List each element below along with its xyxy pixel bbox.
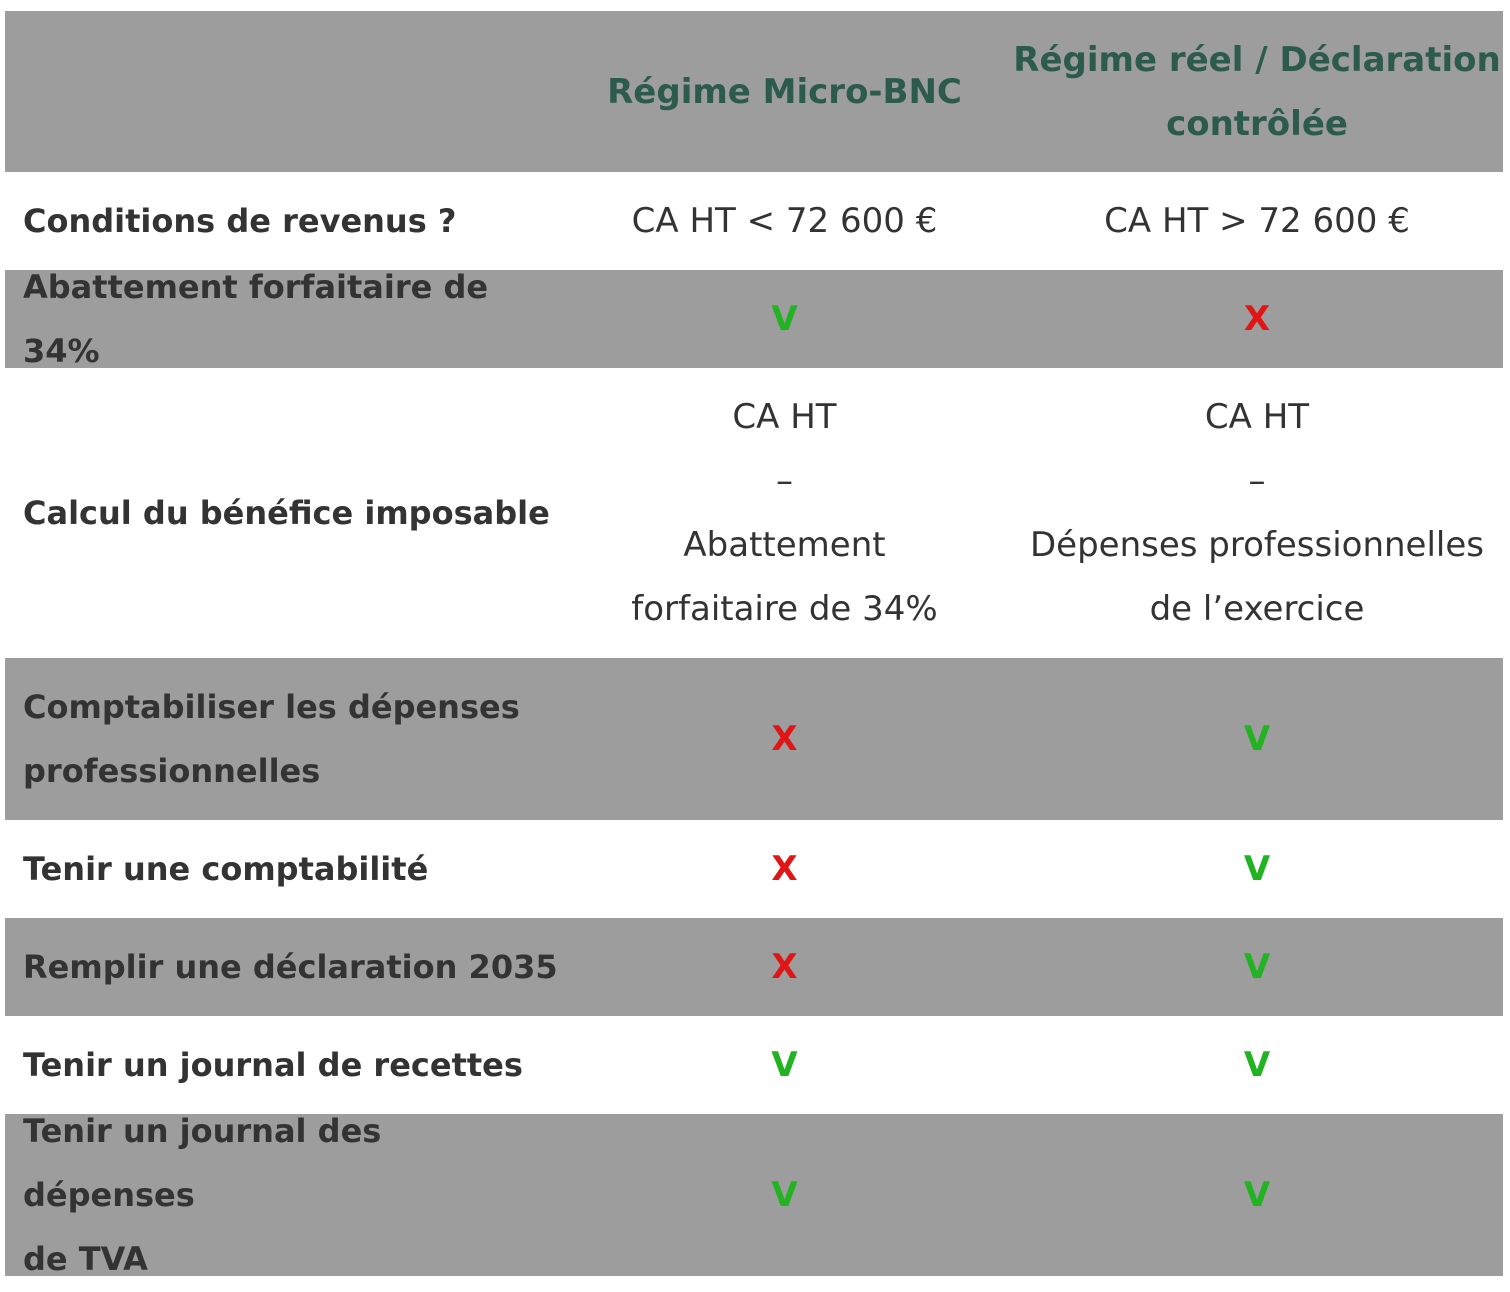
row-label: Abattement forfaitaire de 34%: [23, 268, 489, 370]
table-header-row: [5, 11, 1503, 172]
reel-yes-mark: V: [1243, 1045, 1271, 1085]
table-row: [5, 368, 1503, 658]
row-label: Tenir une comptabilité: [23, 850, 429, 888]
row-label-line: Tenir un journal des dépenses: [23, 1112, 382, 1214]
comparison-table: [5, 11, 1503, 1276]
micro-yes-mark: V: [771, 299, 798, 339]
row-label-line: de TVA: [23, 1240, 148, 1278]
micro-value: CA HT < 72 600 €: [631, 201, 938, 241]
header-regime-reel: [1011, 28, 1503, 156]
row-label: Tenir un journal de recettes: [23, 1046, 523, 1084]
micro-formula-line: CA HT: [732, 397, 837, 437]
micro-formula-line: –: [776, 461, 793, 501]
micro-no-mark: X: [771, 947, 798, 987]
reel-no-mark: X: [1243, 299, 1271, 339]
table-row: [5, 820, 1503, 918]
row-label-line: professionnelles: [23, 752, 321, 790]
micro-yes-mark: V: [771, 1045, 798, 1085]
row-label: [5, 675, 558, 803]
reel-formula-line: CA HT: [1204, 397, 1310, 437]
row-label-line: Comptabiliser les dépenses: [23, 688, 520, 726]
reel-formula-line: Dépenses professionnelles: [1029, 525, 1485, 565]
reel-yes-mark: V: [1243, 719, 1271, 759]
table-row: [5, 1114, 1503, 1276]
reel-yes-mark: V: [1243, 1175, 1271, 1215]
row-label: Conditions de revenus ?: [23, 202, 457, 240]
row-label: Calcul du bénéfice imposable: [23, 494, 550, 532]
reel-yes-mark: V: [1243, 947, 1271, 987]
micro-yes-mark: V: [771, 1175, 798, 1215]
micro-no-mark: X: [771, 849, 798, 889]
reel-value: CA HT > 72 600 €: [1104, 201, 1410, 241]
micro-no-mark: X: [771, 719, 798, 759]
micro-formula-line: forfaitaire de 34%: [631, 589, 938, 629]
table-row: [5, 658, 1503, 820]
row-label: Remplir une déclaration 2035: [23, 948, 558, 986]
table-row: [5, 270, 1503, 368]
header-micro-bnc: Régime Micro-BNC: [607, 71, 962, 112]
micro-formula: [558, 385, 1011, 641]
reel-yes-mark: V: [1243, 849, 1271, 889]
reel-formula-line: de l’exercice: [1149, 589, 1365, 629]
header-regime-reel-line1: Régime réel / Déclaration: [1013, 39, 1501, 80]
reel-formula: [1011, 385, 1503, 641]
table-row: [5, 918, 1503, 1016]
header-regime-reel-line2: contrôlée: [1166, 103, 1348, 144]
row-label: [5, 1099, 558, 1291]
reel-formula-line: –: [1248, 461, 1266, 501]
micro-formula-line: Abattement: [683, 525, 886, 565]
